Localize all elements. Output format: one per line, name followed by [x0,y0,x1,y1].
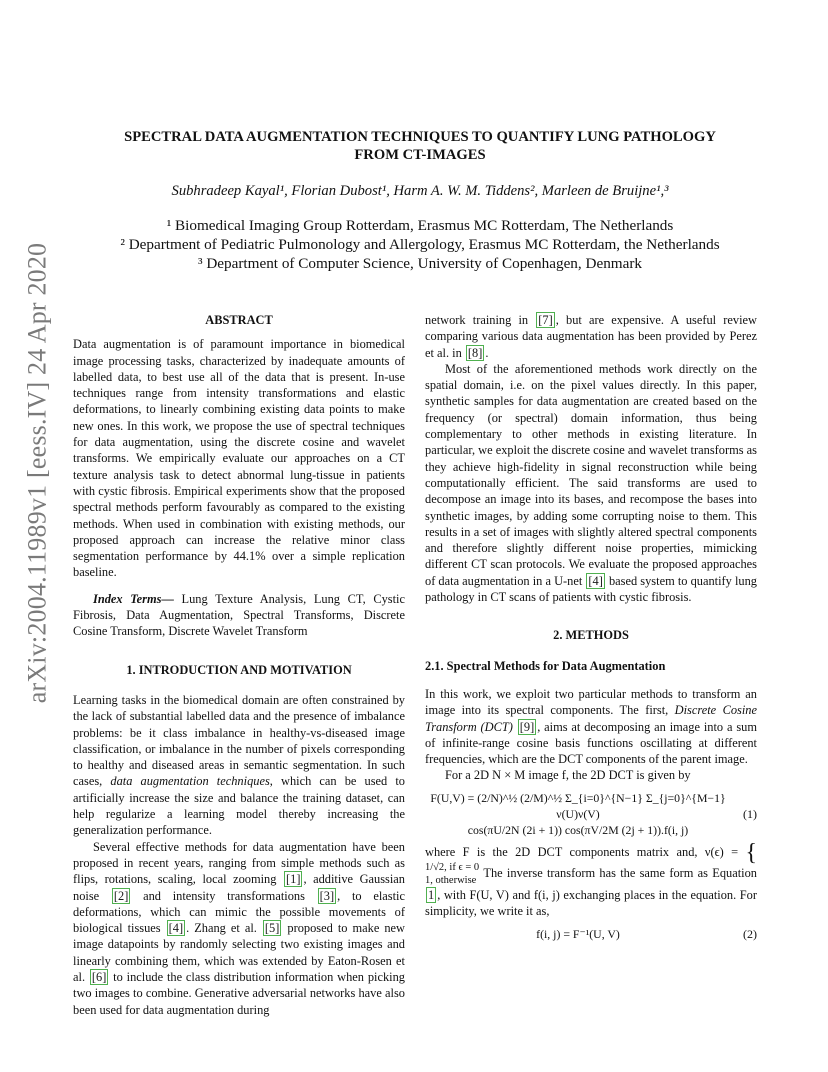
citation-link[interactable]: [7] [538,313,553,327]
nu-cases: 1/√2, if ϵ = 0 1, otherwise [425,862,480,887]
author-list: Subhradeep Kayal¹, Florian Dubost¹, Harm A. W. M. Tiddens², Marleen de Bruijne¹,³ [171,183,669,199]
equation-1-line-2: cos(πU/2N (2i + 1)) cos(πV/2M (2j + 1)).f(i, j) [467,822,689,837]
dct-intro: For a 2D N × M image f, the 2D DCT is given by [445,768,691,783]
index-terms-label: Index Terms— [93,591,174,606]
affiliation-3: ³ Department of Computer Science, University of Copenhagen, Denmark [197,255,643,272]
citation-link[interactable]: [4] [588,573,603,588]
section-1-heading: 1. INTRODUCTION AND MOTIVATION [126,662,352,677]
citation-link[interactable]: [1] [286,872,301,887]
equation-1 [425,790,757,838]
abstract-heading: ABSTRACT [205,313,273,327]
citation-link[interactable]: [5] [264,921,280,936]
citation-link[interactable]: [3] [319,888,335,903]
left-column [73,312,405,1018]
citation-link[interactable]: [2] [113,888,129,903]
citation-link[interactable]: [8] [467,345,483,360]
equation-1-line-1: F(U,V) = (2/N)^½ (2/M)^½ Σ_{i=0}^{N−1} Σ_{j=0}^{M−1} ν(U)ν(V) [430,790,726,821]
citation-link[interactable]: [6] [91,969,107,984]
abstract-text: Data augmentation is of paramount importance in biomedical image processing tasks, characterized by inadequate amounts of labelled data, to best use all of the data that is present. In-use techniques range from intensity transformations and elastic deformations, to linearly combining existing data points to make new ones. In this work, we propose the use of spectral techniques for data augmentation, using the discrete cosine and wavelet transforms. We empirically evaluate our approaches on a CT texture analysis task to detect abnormal lung-tissue in patients with cystic fibrosis. Empirical experiments show that the proposed spectral methods perform favourably as compared to the existing methods. When used in combination with existing methods, our proposed approach can increase the relative minor class segmentation performance by 44.1% over a simple replication baseline. [73,337,405,580]
methods-paragraph-1: In this work, we exploit two particular methods to transform an image into its spectral components. The first, Discrete Cosine Transform (DCT) [9] , aims at decomposing an image into a sum of infinite-range cosine basis functions oscillating at different frequencies, which are the DCT components of the parent image. [425,686,757,767]
index-terms: Index Terms— Lung Texture Analysis, Lung CT, Cystic Fibrosis, Data Augmentation, Spectral Transforms, Discrete Cosine Transform, Discrete Wavelet Transform [73,591,405,639]
right-column [425,312,757,948]
affiliation-1: ¹ Biomedical Imaging Group Rotterdam, Erasmus MC Rotterdam, The Netherlands [166,217,674,234]
citation-link[interactable]: [4] [168,921,184,936]
arxiv-stamp: arXiv:2004.11989v1 [eess.IV] 24 Apr 2020 [22,242,51,703]
equation-1-number: (1) [743,806,757,821]
section-2-heading: 2. METHODS [553,628,629,643]
equation-2: f(i, j) = F⁻¹(U, V) (2) [536,926,757,941]
dct-where-paragraph: where F is the 2D DCT components matrix and, ν(ϵ) = { 1/√2, if ϵ = 0 1, otherwise The inverse transform has the same form as Equation 1 , with F(U, V) and f(i, j) exchanging places in the equation. For simplicity, we write it as, [425,839,757,919]
equation-2-number: (2) [743,926,757,941]
subsection-2-1-heading: 2.1. Spectral Methods for Data Augmentation [425,658,666,673]
affiliations [60,216,780,273]
intro-paragraph-1: Learning tasks in the biomedical domain are often constrained by the lack of substantial labelled data and the presence of imbalance problems: be it class imbalance in healthy-vs-diseased image classification, or imbalance in the number of pixels corresponding to healthy and diseased areas in semantic segmentation. In such cases, data augmentation techniques, which can be used to artificially increase the size and balance the training dataset, can help regularize a learning model thereby increasing the generalization performance. [73,692,406,838]
citation-link[interactable]: [9] [519,719,535,734]
intro-paragraph-3: Most of the aforementioned methods work directly on the spatial domain, i.e. on the pixel values directly. In this paper, synthetic samples for data augmentation are created based on the frequency (or spectral) domain information, thus being complementary to other methods in existing literature. In particular, we exploit the discrete cosine and wavelet transforms as they achieve high-fidelity in signal reconstruction while being computationally efficient. The said transforms are used to decompose an image into its bases, and recompose the bases into synthetic images, by adding some corrupting noise to them. This results in a set of images with slightly altered spectral components and therefore slightly different noise properties, mimicking different CT scan protocols. We evaluate the proposed approaches of data augmentation in a U-net [4] based system to quantify lung pathology in CT scans of patients with cystic fibrosis. [425,361,757,605]
equation-link[interactable]: 1 [428,888,435,903]
intro-paragraph-2: Several effective methods for data augmentation have been proposed in recent years, ranging from simple methods such as flips, rotations, scaling, local zooming [1] , additive Gaussian noise [2] and intensity transformations [3] , to elastic deformations, which can mimic the possible movements of biological tissues [4] . Zhang et al. [5] proposed to make new image datapoints by randomly selecting two existing images and linearly combining them, which was extended by Eaton-Rosen et al. [6] to include the class distribution information when picking two images to combine. Generative adversarial networks have also been used for data augmentation during [73,839,405,1017]
affiliation-2: ² Department of Pediatric Pulmonology and Allergology, Erasmus MC Rotterdam, the Netherlands [120,236,720,253]
paper-title: SPECTRAL DATA AUGMENTATION TECHNIQUES TO QUANTIFY LUNG PATHOLOGY FROM CT-IMAGES [124,129,716,163]
paper-header [60,128,780,273]
intro-paragraph-2-cont: network training in [7] , but are expensive. A useful review comparing various data augmentation has been provided by Perez et al. in [8] . [425,313,757,360]
